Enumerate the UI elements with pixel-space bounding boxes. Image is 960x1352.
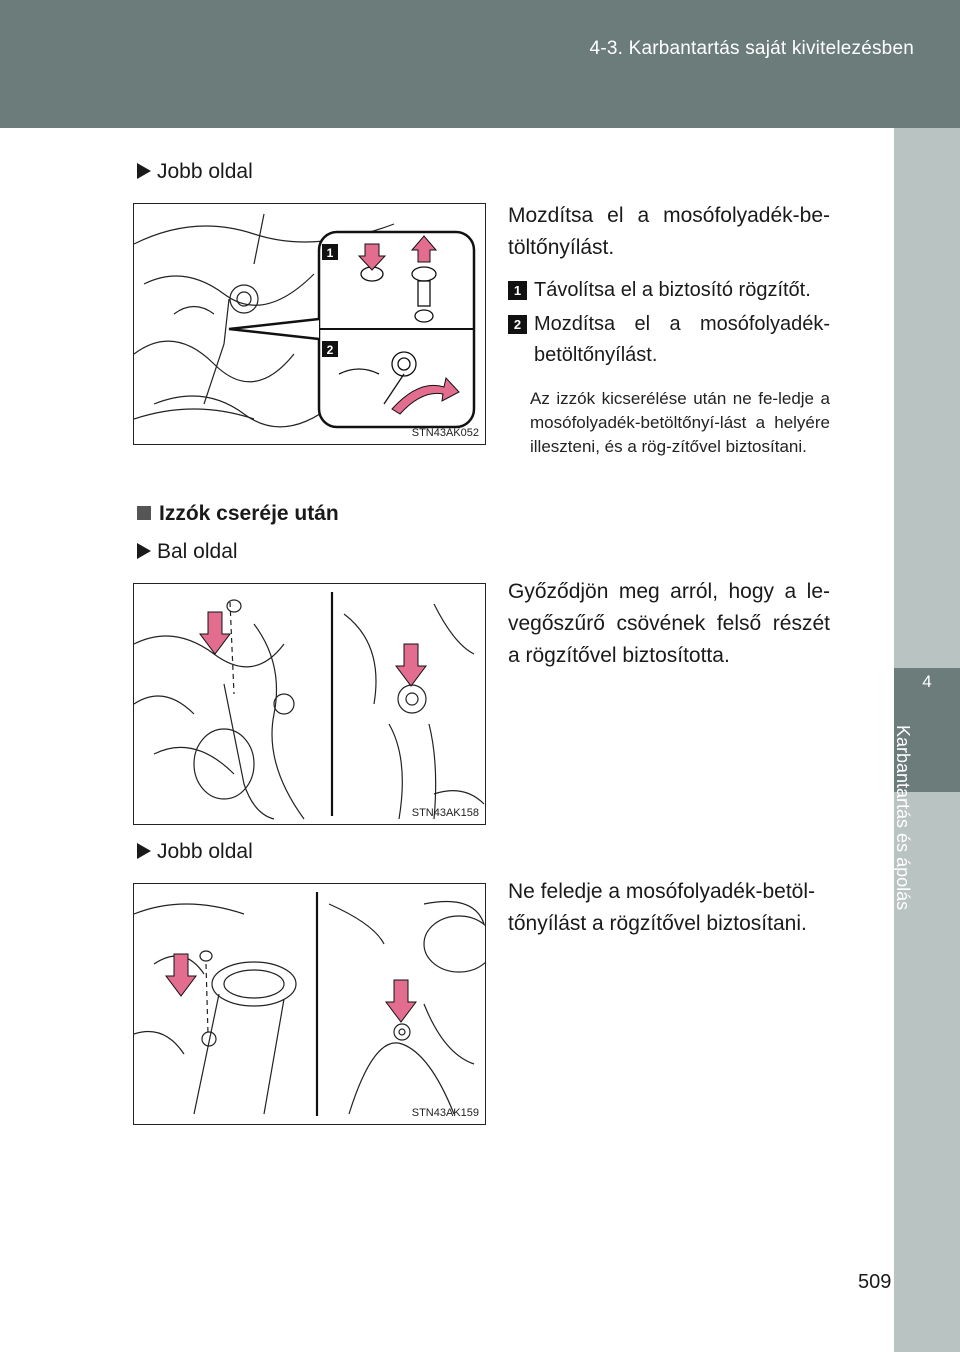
triangle-bullet-icon <box>137 843 151 859</box>
step-text: Mozdítsa el a mosófolyadék-betöltőnyílást. <box>534 313 830 366</box>
page-number: 509 <box>858 1271 892 1293</box>
step-number-badge: 1 <box>508 281 527 300</box>
subhead-right-side-2 <box>137 840 253 864</box>
step-1 <box>508 275 830 306</box>
air-filter-text: Győződjön meg arról, hogy a le-vegőszűrő csövének felső részét a rögzítővel biztosította. <box>508 580 830 667</box>
step-2 <box>508 309 830 371</box>
subhead-left-side <box>137 540 238 564</box>
subhead-label: Bal oldal <box>157 540 238 563</box>
figure-code: STN43AK159 <box>411 1107 479 1119</box>
subhead-label: Jobb oldal <box>157 840 253 863</box>
figure-washer-inlet-right <box>133 203 486 445</box>
engine-bay-illustration <box>134 204 485 444</box>
air-filter-illustration <box>134 584 485 824</box>
chapter-title: Karbantartás és ápolás <box>893 725 913 911</box>
section-heading <box>137 502 339 526</box>
note-text: Az izzók kicserélése után ne fe-ledje a mosófolyadék-betöltőnyí-lást a helyére illeszteni, és a rög-zítővel biztosítani. <box>530 389 830 456</box>
chapter-number: 4 <box>922 672 932 691</box>
square-bullet-icon <box>137 506 151 520</box>
triangle-bullet-icon <box>137 543 151 559</box>
figure-code: STN43AK052 <box>411 427 479 439</box>
figure-code: STN43AK158 <box>411 807 479 819</box>
figure-air-filter-left <box>133 583 486 825</box>
washer-clip-illustration <box>134 884 485 1124</box>
section-title: 4-3. Karbantartás saját kivitelezésben <box>589 38 914 59</box>
step-number-badge: 2 <box>508 315 527 334</box>
figure-washer-clip-right <box>133 883 486 1125</box>
washer-clip-text: Ne feledje a mosófolyadék-betöl-tőnyílást a rögzítővel biztosítani. <box>508 880 816 935</box>
subhead-label: Jobb oldal <box>157 160 253 183</box>
section-heading-label: Izzók cseréje után <box>159 502 339 525</box>
triangle-bullet-icon <box>137 163 151 179</box>
svg-text:1: 1 <box>326 246 334 260</box>
svg-text:2: 2 <box>326 343 334 357</box>
header-band <box>0 0 960 128</box>
intro-text: Mozdítsa el a mosófolyadék-be-töltőnyílást. <box>508 204 830 259</box>
step-text: Távolítsa el a biztosító rögzítőt. <box>534 279 811 301</box>
subhead-right-side-1 <box>137 160 253 184</box>
side-tab-upper <box>894 128 960 668</box>
